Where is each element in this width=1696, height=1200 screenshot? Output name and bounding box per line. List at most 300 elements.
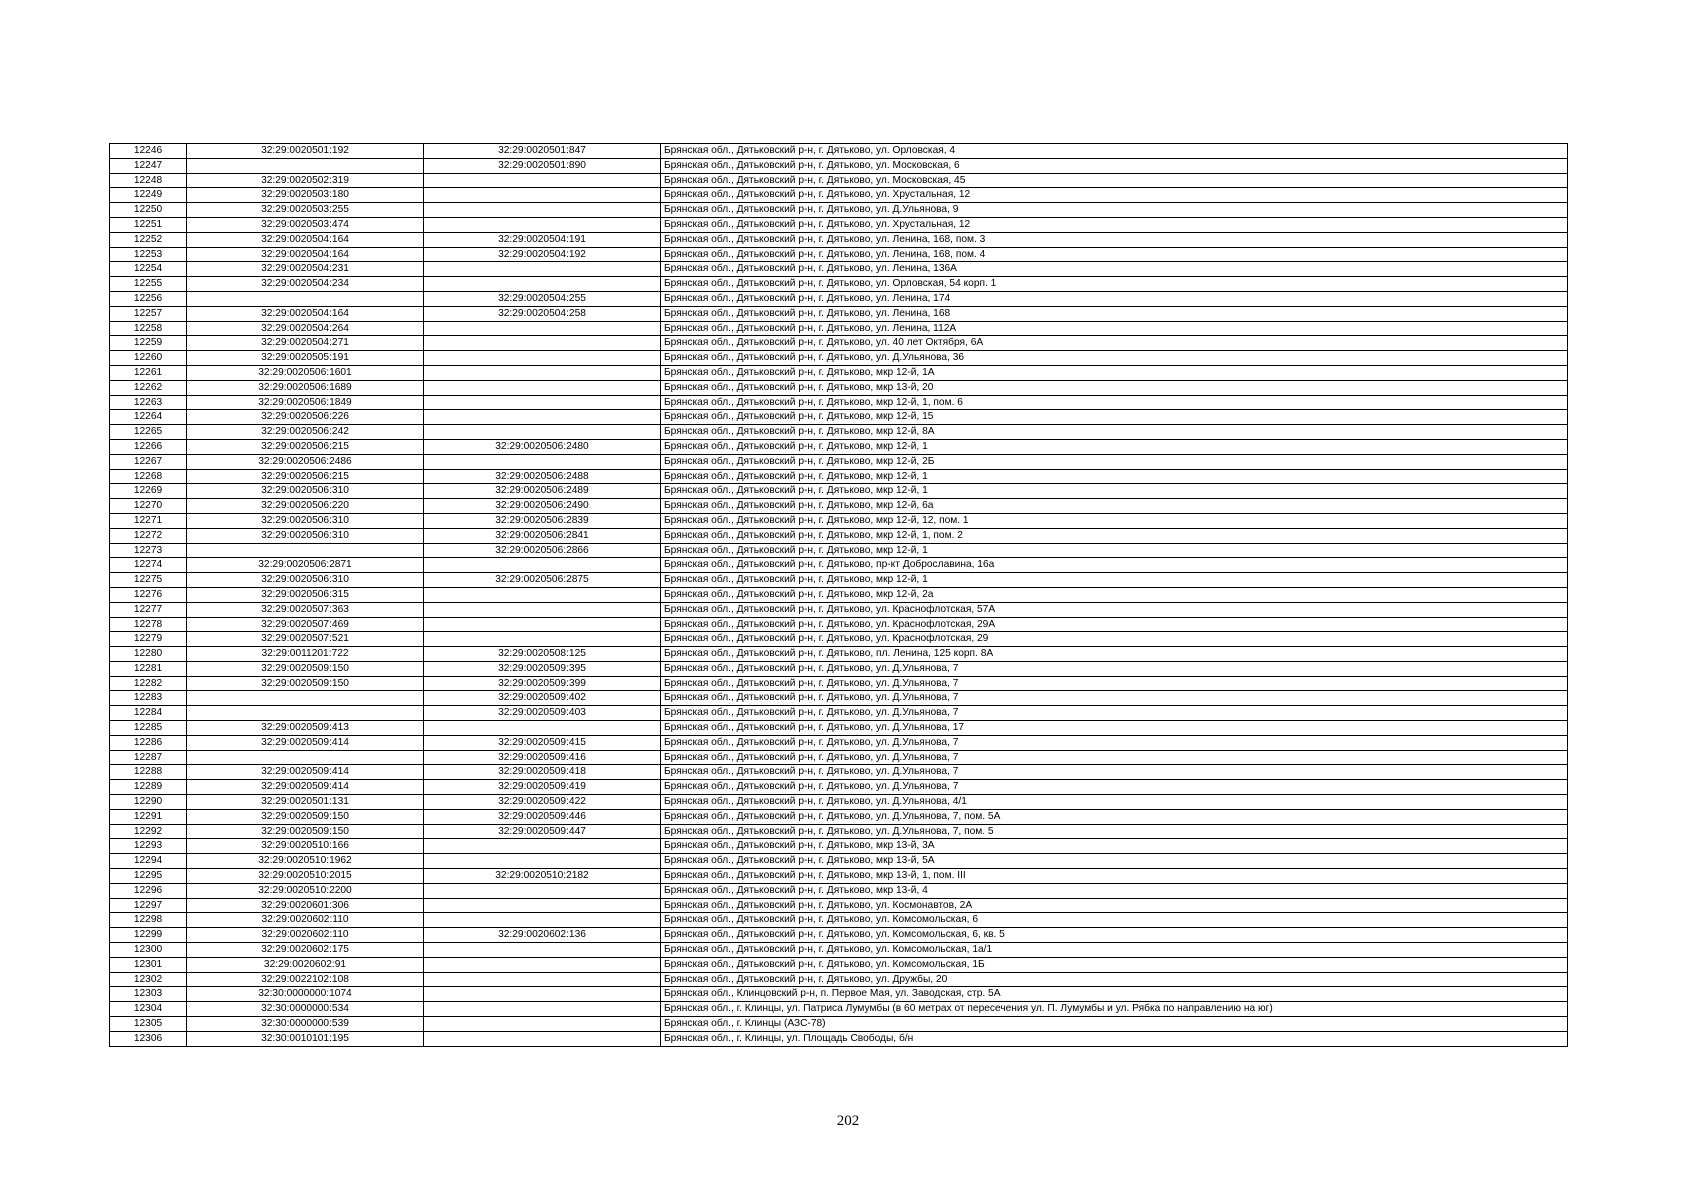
address-cell: Брянская обл., Дятьковский р-н, г. Дятьково, мкр 12-й, 2а bbox=[661, 587, 1568, 602]
table-row bbox=[110, 365, 1568, 380]
table-row bbox=[110, 277, 1568, 292]
row-number-cell: 12306 bbox=[110, 1031, 187, 1046]
address-cell: Брянская обл., Дятьковский р-н, г. Дятьково, ул. Орловская, 4 bbox=[661, 144, 1568, 159]
cadastral-number-cell: 32:29:0020501:192 bbox=[187, 144, 424, 159]
object-number-cell: 32:29:0020509:418 bbox=[424, 765, 661, 780]
row-number-cell: 12288 bbox=[110, 765, 187, 780]
row-number-cell: 12279 bbox=[110, 632, 187, 647]
table-row bbox=[110, 454, 1568, 469]
object-number-cell bbox=[424, 602, 661, 617]
row-number-cell: 12260 bbox=[110, 351, 187, 366]
address-cell: Брянская обл., Дятьковский р-н, г. Дятьково, ул. Дружбы, 20 bbox=[661, 972, 1568, 987]
cadastral-number-cell bbox=[187, 691, 424, 706]
cadastral-number-cell: 32:29:0022102:108 bbox=[187, 972, 424, 987]
table-row bbox=[110, 499, 1568, 514]
row-number-cell: 12278 bbox=[110, 617, 187, 632]
object-number-cell: 32:29:0020504:192 bbox=[424, 247, 661, 262]
table-row bbox=[110, 809, 1568, 824]
object-number-cell bbox=[424, 425, 661, 440]
table-row bbox=[110, 691, 1568, 706]
object-number-cell bbox=[424, 173, 661, 188]
address-cell: Брянская обл., Дятьковский р-н, г. Дятьково, ул. Д.Ульянова, 7 bbox=[661, 765, 1568, 780]
cadastral-number-cell: 32:29:0020506:215 bbox=[187, 469, 424, 484]
object-number-cell: 32:29:0020506:2490 bbox=[424, 499, 661, 514]
address-cell: Брянская обл., Дятьковский р-н, г. Дятьково, ул. Д.Ульянова, 7 bbox=[661, 750, 1568, 765]
cadastral-number-cell: 32:30:0000000:539 bbox=[187, 1017, 424, 1032]
cadastral-number-cell: 32:29:0020509:150 bbox=[187, 661, 424, 676]
address-cell: Брянская обл., Дятьковский р-н, г. Дятьково, мкр 12-й, 6а bbox=[661, 499, 1568, 514]
address-cell: Брянская обл., Дятьковский р-н, г. Дятьково, ул. Хрустальная, 12 bbox=[661, 188, 1568, 203]
address-cell: Брянская обл., Дятьковский р-н, г. Дятьково, мкр 13-й, 1, пом. III bbox=[661, 869, 1568, 884]
cadastral-number-cell: 32:29:0020510:1962 bbox=[187, 854, 424, 869]
table-row bbox=[110, 543, 1568, 558]
object-number-cell: 32:29:0020504:258 bbox=[424, 306, 661, 321]
row-number-cell: 12272 bbox=[110, 528, 187, 543]
address-cell: Брянская обл., Дятьковский р-н, г. Дятьково, ул. Краснофлотская, 57А bbox=[661, 602, 1568, 617]
address-cell: Брянская обл., Дятьковский р-н, г. Дятьково, ул. 40 лет Октября, 6А bbox=[661, 336, 1568, 351]
table-row bbox=[110, 943, 1568, 958]
row-number-cell: 12294 bbox=[110, 854, 187, 869]
object-number-cell bbox=[424, 217, 661, 232]
row-number-cell: 12265 bbox=[110, 425, 187, 440]
cadastral-number-cell: 32:29:0020502:319 bbox=[187, 173, 424, 188]
row-number-cell: 12299 bbox=[110, 928, 187, 943]
row-number-cell: 12302 bbox=[110, 972, 187, 987]
address-cell: Брянская обл., Дятьковский р-н, г. Дятьково, мкр 12-й, 1 bbox=[661, 543, 1568, 558]
row-number-cell: 12277 bbox=[110, 602, 187, 617]
cadastral-number-cell: 32:29:0020509:150 bbox=[187, 824, 424, 839]
cadastral-number-cell: 32:29:0020506:1689 bbox=[187, 380, 424, 395]
address-cell: Брянская обл., Дятьковский р-н, г. Дятьково, мкр 12-й, 1, пом. 6 bbox=[661, 395, 1568, 410]
row-number-cell: 12298 bbox=[110, 913, 187, 928]
table-row bbox=[110, 898, 1568, 913]
table-row bbox=[110, 676, 1568, 691]
address-cell: Брянская обл., Дятьковский р-н, г. Дятьково, мкр 12-й, 1 bbox=[661, 439, 1568, 454]
row-number-cell: 12262 bbox=[110, 380, 187, 395]
cadastral-number-cell: 32:29:0020510:2200 bbox=[187, 883, 424, 898]
table-row bbox=[110, 528, 1568, 543]
row-number-cell: 12295 bbox=[110, 869, 187, 884]
address-cell: Брянская обл., Дятьковский р-н, г. Дятьково, мкр 12-й, 1, пом. 2 bbox=[661, 528, 1568, 543]
cadastral-number-cell: 32:29:0020509:413 bbox=[187, 721, 424, 736]
row-number-cell: 12280 bbox=[110, 647, 187, 662]
table-row bbox=[110, 1002, 1568, 1017]
object-number-cell: 32:29:0020506:2839 bbox=[424, 513, 661, 528]
table-row bbox=[110, 351, 1568, 366]
object-number-cell bbox=[424, 972, 661, 987]
table-row bbox=[110, 750, 1568, 765]
object-number-cell bbox=[424, 632, 661, 647]
cadastral-number-cell: 32:29:0020506:2486 bbox=[187, 454, 424, 469]
address-cell: Брянская обл., Дятьковский р-н, г. Дятьково, мкр 12-й, 1А bbox=[661, 365, 1568, 380]
object-number-cell bbox=[424, 1002, 661, 1017]
row-number-cell: 12304 bbox=[110, 1002, 187, 1017]
cadastral-number-cell: 32:29:0020503:255 bbox=[187, 203, 424, 218]
row-number-cell: 12266 bbox=[110, 439, 187, 454]
cadastral-number-cell bbox=[187, 706, 424, 721]
table-row bbox=[110, 1017, 1568, 1032]
address-cell: Брянская обл., Дятьковский р-н, г. Дятьково, ул. Ленина, 168, пом. 3 bbox=[661, 232, 1568, 247]
cadastral-number-cell: 32:29:0020505:191 bbox=[187, 351, 424, 366]
object-number-cell bbox=[424, 351, 661, 366]
address-cell: Брянская обл., Дятьковский р-н, г. Дятьково, ул. Космонавтов, 2А bbox=[661, 898, 1568, 913]
row-number-cell: 12253 bbox=[110, 247, 187, 262]
row-number-cell: 12274 bbox=[110, 558, 187, 573]
row-number-cell: 12259 bbox=[110, 336, 187, 351]
cadastral-number-cell: 32:29:0020509:414 bbox=[187, 780, 424, 795]
row-number-cell: 12251 bbox=[110, 217, 187, 232]
cadastral-number-cell: 32:29:0020504:164 bbox=[187, 232, 424, 247]
object-number-cell: 32:29:0020510:2182 bbox=[424, 869, 661, 884]
row-number-cell: 12276 bbox=[110, 587, 187, 602]
object-number-cell bbox=[424, 277, 661, 292]
address-cell: Брянская обл., Дятьковский р-н, г. Дятьково, мкр 12-й, 2Б bbox=[661, 454, 1568, 469]
row-number-cell: 12250 bbox=[110, 203, 187, 218]
cadastral-number-cell: 32:29:0020507:363 bbox=[187, 602, 424, 617]
object-number-cell bbox=[424, 854, 661, 869]
cadastral-number-cell: 32:29:0020507:469 bbox=[187, 617, 424, 632]
cadastral-number-cell: 32:29:0020602:175 bbox=[187, 943, 424, 958]
table-row bbox=[110, 883, 1568, 898]
cadastral-number-cell: 32:29:0020504:231 bbox=[187, 262, 424, 277]
address-cell: Брянская обл., Дятьковский р-н, г. Дятьково, ул. Комсомольская, 1Б bbox=[661, 957, 1568, 972]
address-cell: Брянская обл., Дятьковский р-н, г. Дятьково, ул. Ленина, 174 bbox=[661, 291, 1568, 306]
table-row bbox=[110, 291, 1568, 306]
object-number-cell bbox=[424, 617, 661, 632]
row-number-cell: 12275 bbox=[110, 573, 187, 588]
address-cell: Брянская обл., Клинцовский р-н, п. Первое Мая, ул. Заводская, стр. 5А bbox=[661, 987, 1568, 1002]
row-number-cell: 12258 bbox=[110, 321, 187, 336]
table-row bbox=[110, 558, 1568, 573]
table-row bbox=[110, 410, 1568, 425]
cadastral-number-cell bbox=[187, 291, 424, 306]
row-number-cell: 12305 bbox=[110, 1017, 187, 1032]
object-number-cell bbox=[424, 454, 661, 469]
row-number-cell: 12271 bbox=[110, 513, 187, 528]
table-row bbox=[110, 380, 1568, 395]
address-cell: Брянская обл., Дятьковский р-н, г. Дятьково, ул. Ленина, 168, пом. 4 bbox=[661, 247, 1568, 262]
address-cell: Брянская обл., Дятьковский р-н, г. Дятьково, мкр 13-й, 4 bbox=[661, 883, 1568, 898]
cadastral-number-cell: 32:29:0020503:180 bbox=[187, 188, 424, 203]
object-number-cell bbox=[424, 558, 661, 573]
table-row bbox=[110, 795, 1568, 810]
cadastral-number-cell: 32:29:0020506:310 bbox=[187, 528, 424, 543]
row-number-cell: 12301 bbox=[110, 957, 187, 972]
address-cell: Брянская обл., Дятьковский р-н, г. Дятьково, ул. Краснофлотская, 29А bbox=[661, 617, 1568, 632]
address-cell: Брянская обл., Дятьковский р-н, г. Дятьково, ул. Орловская, 54 корп. 1 bbox=[661, 277, 1568, 292]
address-cell: Брянская обл., Дятьковский р-н, г. Дятьково, ул. Д.Ульянова, 7 bbox=[661, 735, 1568, 750]
table-row bbox=[110, 173, 1568, 188]
table-row bbox=[110, 513, 1568, 528]
cadastral-number-cell: 32:29:0020601:306 bbox=[187, 898, 424, 913]
object-number-cell: 32:29:0020509:422 bbox=[424, 795, 661, 810]
row-number-cell: 12286 bbox=[110, 735, 187, 750]
page-number: 202 bbox=[836, 1113, 860, 1129]
cadastral-number-cell: 32:29:0020506:226 bbox=[187, 410, 424, 425]
address-cell: Брянская обл., Дятьковский р-н, г. Дятьково, ул. Д.Ульянова, 7 bbox=[661, 676, 1568, 691]
row-number-cell: 12292 bbox=[110, 824, 187, 839]
address-cell: Брянская обл., Дятьковский р-н, г. Дятьково, мкр 12-й, 12, пом. 1 bbox=[661, 513, 1568, 528]
address-cell: Брянская обл., Дятьковский р-н, г. Дятьково, ул. Д.Ульянова, 36 bbox=[661, 351, 1568, 366]
address-cell: Брянская обл., Дятьковский р-н, г. Дятьково, мкр 12-й, 1 bbox=[661, 484, 1568, 499]
cadastral-number-cell: 32:29:0020504:164 bbox=[187, 306, 424, 321]
address-cell: Брянская обл., Дятьковский р-н, г. Дятьково, мкр 12-й, 8А bbox=[661, 425, 1568, 440]
cadastral-number-cell: 32:29:0020506:215 bbox=[187, 439, 424, 454]
table-row bbox=[110, 306, 1568, 321]
address-cell: Брянская обл., Дятьковский р-н, г. Дятьково, мкр 13-й, 3А bbox=[661, 839, 1568, 854]
address-cell: Брянская обл., Дятьковский р-н, г. Дятьково, ул. Ленина, 136А bbox=[661, 262, 1568, 277]
registry-table-body bbox=[110, 144, 1568, 1047]
cadastral-number-cell bbox=[187, 158, 424, 173]
cadastral-number-cell: 32:29:0020506:310 bbox=[187, 484, 424, 499]
table-row bbox=[110, 144, 1568, 159]
cadastral-number-cell: 32:29:0020602:110 bbox=[187, 913, 424, 928]
table-row bbox=[110, 573, 1568, 588]
row-number-cell: 12248 bbox=[110, 173, 187, 188]
object-number-cell bbox=[424, 410, 661, 425]
row-number-cell: 12247 bbox=[110, 158, 187, 173]
table-row bbox=[110, 617, 1568, 632]
row-number-cell: 12287 bbox=[110, 750, 187, 765]
table-row bbox=[110, 158, 1568, 173]
object-number-cell bbox=[424, 913, 661, 928]
row-number-cell: 12267 bbox=[110, 454, 187, 469]
row-number-cell: 12283 bbox=[110, 691, 187, 706]
table-row bbox=[110, 395, 1568, 410]
cadastral-number-cell: 32:29:0020506:220 bbox=[187, 499, 424, 514]
cadastral-number-cell: 32:29:0020506:310 bbox=[187, 513, 424, 528]
row-number-cell: 12264 bbox=[110, 410, 187, 425]
object-number-cell: 32:29:0020509:395 bbox=[424, 661, 661, 676]
cadastral-number-cell: 32:29:0020506:2871 bbox=[187, 558, 424, 573]
table-row bbox=[110, 957, 1568, 972]
address-cell: Брянская обл., Дятьковский р-н, г. Дятьково, ул. Московская, 45 bbox=[661, 173, 1568, 188]
row-number-cell: 12284 bbox=[110, 706, 187, 721]
address-cell: Брянская обл., Дятьковский р-н, г. Дятьково, ул. Д.Ульянова, 4/1 bbox=[661, 795, 1568, 810]
object-number-cell bbox=[424, 380, 661, 395]
table-row bbox=[110, 469, 1568, 484]
row-number-cell: 12255 bbox=[110, 277, 187, 292]
table-row bbox=[110, 928, 1568, 943]
row-number-cell: 12257 bbox=[110, 306, 187, 321]
object-number-cell: 32:29:0020509:446 bbox=[424, 809, 661, 824]
object-number-cell bbox=[424, 336, 661, 351]
address-cell: Брянская обл., Дятьковский р-н, г. Дятьково, ул. Д.Ульянова, 7 bbox=[661, 780, 1568, 795]
table-row bbox=[110, 972, 1568, 987]
table-row bbox=[110, 439, 1568, 454]
table-row bbox=[110, 217, 1568, 232]
table-row bbox=[110, 247, 1568, 262]
row-number-cell: 12300 bbox=[110, 943, 187, 958]
row-number-cell: 12281 bbox=[110, 661, 187, 676]
row-number-cell: 12270 bbox=[110, 499, 187, 514]
address-cell: Брянская обл., Дятьковский р-н, г. Дятьково, ул. Комсомольская, 6, кв. 5 bbox=[661, 928, 1568, 943]
cadastral-number-cell: 32:29:0020503:474 bbox=[187, 217, 424, 232]
table-row bbox=[110, 839, 1568, 854]
cadastral-number-cell: 32:29:0020602:110 bbox=[187, 928, 424, 943]
row-number-cell: 12303 bbox=[110, 987, 187, 1002]
row-number-cell: 12252 bbox=[110, 232, 187, 247]
table-row bbox=[110, 232, 1568, 247]
cadastral-number-cell: 32:29:0020509:414 bbox=[187, 735, 424, 750]
address-cell: Брянская обл., Дятьковский р-н, г. Дятьково, ул. Д.Ульянова, 7 bbox=[661, 661, 1568, 676]
address-cell: Брянская обл., Дятьковский р-н, г. Дятьково, ул. Хрустальная, 12 bbox=[661, 217, 1568, 232]
object-number-cell: 32:29:0020508:125 bbox=[424, 647, 661, 662]
table-row bbox=[110, 321, 1568, 336]
address-cell: Брянская обл., Дятьковский р-н, г. Дятьково, мкр 12-й, 15 bbox=[661, 410, 1568, 425]
table-row bbox=[110, 262, 1568, 277]
cadastral-number-cell: 32:29:0020506:242 bbox=[187, 425, 424, 440]
cadastral-number-cell: 32:29:0020509:414 bbox=[187, 765, 424, 780]
row-number-cell: 12269 bbox=[110, 484, 187, 499]
cadastral-number-cell: 32:29:0020602:91 bbox=[187, 957, 424, 972]
row-number-cell: 12297 bbox=[110, 898, 187, 913]
row-number-cell: 12254 bbox=[110, 262, 187, 277]
object-number-cell bbox=[424, 262, 661, 277]
object-number-cell: 32:29:0020504:191 bbox=[424, 232, 661, 247]
table-row bbox=[110, 632, 1568, 647]
object-number-cell: 32:29:0020509:419 bbox=[424, 780, 661, 795]
address-cell: Брянская обл., Дятьковский р-н, г. Дятьково, ул. Краснофлотская, 29 bbox=[661, 632, 1568, 647]
cadastral-number-cell: 32:29:0020504:264 bbox=[187, 321, 424, 336]
table-row bbox=[110, 869, 1568, 884]
table-row bbox=[110, 765, 1568, 780]
cadastral-number-cell: 32:29:0020506:315 bbox=[187, 587, 424, 602]
cadastral-number-cell bbox=[187, 543, 424, 558]
table-row bbox=[110, 824, 1568, 839]
object-number-cell: 32:29:0020602:136 bbox=[424, 928, 661, 943]
table-row bbox=[110, 721, 1568, 736]
table-row bbox=[110, 1031, 1568, 1046]
row-number-cell: 12261 bbox=[110, 365, 187, 380]
object-number-cell bbox=[424, 957, 661, 972]
address-cell: Брянская обл., г. Клинцы, ул. Патриса Лумумбы (в 60 метрах от пересечения ул. П. Лумумбы и ул. Рябка по направлению на юг) bbox=[661, 1002, 1568, 1017]
row-number-cell: 12246 bbox=[110, 144, 187, 159]
address-cell: Брянская обл., Дятьковский р-н, г. Дятьково, ул. Ленина, 168 bbox=[661, 306, 1568, 321]
address-cell: Брянская обл., Дятьковский р-н, г. Дятьково, ул. Комсомольская, 1а/1 bbox=[661, 943, 1568, 958]
table-row bbox=[110, 647, 1568, 662]
address-cell: Брянская обл., Дятьковский р-н, г. Дятьково, мкр 12-й, 1 bbox=[661, 469, 1568, 484]
object-number-cell: 32:29:0020501:890 bbox=[424, 158, 661, 173]
cadastral-number-cell: 32:29:0020510:2015 bbox=[187, 869, 424, 884]
object-number-cell: 32:29:0020509:402 bbox=[424, 691, 661, 706]
table-row bbox=[110, 602, 1568, 617]
cadastral-number-cell: 32:29:0020504:234 bbox=[187, 277, 424, 292]
object-number-cell bbox=[424, 1017, 661, 1032]
address-cell: Брянская обл., Дятьковский р-н, г. Дятьково, ул. Д.Ульянова, 7, пом. 5 bbox=[661, 824, 1568, 839]
row-number-cell: 12263 bbox=[110, 395, 187, 410]
table-row bbox=[110, 780, 1568, 795]
address-cell: Брянская обл., Дятьковский р-н, г. Дятьково, ул. Д.Ульянова, 9 bbox=[661, 203, 1568, 218]
cadastral-number-cell: 32:29:0020506:1849 bbox=[187, 395, 424, 410]
cadastral-number-cell bbox=[187, 750, 424, 765]
row-number-cell: 12268 bbox=[110, 469, 187, 484]
object-number-cell: 32:29:0020509:415 bbox=[424, 735, 661, 750]
object-number-cell: 32:29:0020509:416 bbox=[424, 750, 661, 765]
registry-table bbox=[109, 143, 1568, 1047]
cadastral-number-cell: 32:30:0010101:195 bbox=[187, 1031, 424, 1046]
object-number-cell: 32:29:0020501:847 bbox=[424, 144, 661, 159]
cadastral-number-cell: 32:29:0020509:150 bbox=[187, 676, 424, 691]
table-row bbox=[110, 987, 1568, 1002]
object-number-cell bbox=[424, 943, 661, 958]
object-number-cell: 32:29:0020506:2480 bbox=[424, 439, 661, 454]
cadastral-number-cell: 32:29:0020501:131 bbox=[187, 795, 424, 810]
row-number-cell: 12290 bbox=[110, 795, 187, 810]
object-number-cell bbox=[424, 898, 661, 913]
address-cell: Брянская обл., Дятьковский р-н, г. Дятьково, ул. Комсомольская, 6 bbox=[661, 913, 1568, 928]
cadastral-number-cell: 32:29:0020504:271 bbox=[187, 336, 424, 351]
cadastral-number-cell: 32:29:0020509:150 bbox=[187, 809, 424, 824]
object-number-cell: 32:29:0020509:399 bbox=[424, 676, 661, 691]
object-number-cell bbox=[424, 883, 661, 898]
row-number-cell: 12293 bbox=[110, 839, 187, 854]
cadastral-number-cell: 32:29:0011201:722 bbox=[187, 647, 424, 662]
cadastral-number-cell: 32:29:0020507:521 bbox=[187, 632, 424, 647]
address-cell: Брянская обл., Дятьковский р-н, г. Дятьково, ул. Д.Ульянова, 7, пом. 5А bbox=[661, 809, 1568, 824]
row-number-cell: 12285 bbox=[110, 721, 187, 736]
address-cell: Брянская обл., Дятьковский р-н, г. Дятьково, пр-кт Доброславина, 16а bbox=[661, 558, 1568, 573]
address-cell: Брянская обл., Дятьковский р-н, г. Дятьково, ул. Д.Ульянова, 17 bbox=[661, 721, 1568, 736]
cadastral-number-cell: 32:29:0020506:1601 bbox=[187, 365, 424, 380]
cadastral-number-cell: 32:29:0020504:164 bbox=[187, 247, 424, 262]
object-number-cell bbox=[424, 987, 661, 1002]
object-number-cell: 32:29:0020509:447 bbox=[424, 824, 661, 839]
address-cell: Брянская обл., Дятьковский р-н, г. Дятьково, пл. Ленина, 125 корп. 8А bbox=[661, 647, 1568, 662]
address-cell: Брянская обл., Дятьковский р-н, г. Дятьково, мкр 12-й, 1 bbox=[661, 573, 1568, 588]
table-row bbox=[110, 913, 1568, 928]
row-number-cell: 12296 bbox=[110, 883, 187, 898]
address-cell: Брянская обл., Дятьковский р-н, г. Дятьково, ул. Московская, 6 bbox=[661, 158, 1568, 173]
table-row bbox=[110, 336, 1568, 351]
row-number-cell: 12291 bbox=[110, 809, 187, 824]
table-row bbox=[110, 661, 1568, 676]
object-number-cell: 32:29:0020506:2875 bbox=[424, 573, 661, 588]
address-cell: Брянская обл., Дятьковский р-н, г. Дятьково, мкр 13-й, 5А bbox=[661, 854, 1568, 869]
object-number-cell bbox=[424, 203, 661, 218]
object-number-cell: 32:29:0020506:2841 bbox=[424, 528, 661, 543]
object-number-cell bbox=[424, 188, 661, 203]
table-row bbox=[110, 735, 1568, 750]
object-number-cell bbox=[424, 721, 661, 736]
table-row bbox=[110, 203, 1568, 218]
object-number-cell bbox=[424, 321, 661, 336]
cadastral-number-cell: 32:30:0000000:1074 bbox=[187, 987, 424, 1002]
table-row bbox=[110, 587, 1568, 602]
table-row bbox=[110, 854, 1568, 869]
object-number-cell bbox=[424, 395, 661, 410]
row-number-cell: 12273 bbox=[110, 543, 187, 558]
address-cell: Брянская обл., Дятьковский р-н, г. Дятьково, мкр 13-й, 20 bbox=[661, 380, 1568, 395]
row-number-cell: 12256 bbox=[110, 291, 187, 306]
address-cell: Брянская обл., Дятьковский р-н, г. Дятьково, ул. Ленина, 112А bbox=[661, 321, 1568, 336]
address-cell: Брянская обл., Дятьковский р-н, г. Дятьково, ул. Д.Ульянова, 7 bbox=[661, 691, 1568, 706]
object-number-cell: 32:29:0020509:403 bbox=[424, 706, 661, 721]
cadastral-number-cell: 32:29:0020506:310 bbox=[187, 573, 424, 588]
table-row bbox=[110, 425, 1568, 440]
object-number-cell bbox=[424, 839, 661, 854]
row-number-cell: 12289 bbox=[110, 780, 187, 795]
object-number-cell: 32:29:0020504:255 bbox=[424, 291, 661, 306]
object-number-cell: 32:29:0020506:2866 bbox=[424, 543, 661, 558]
address-cell: Брянская обл., г. Клинцы, ул. Площадь Свободы, б/н bbox=[661, 1031, 1568, 1046]
object-number-cell: 32:29:0020506:2488 bbox=[424, 469, 661, 484]
table-row bbox=[110, 706, 1568, 721]
row-number-cell: 12249 bbox=[110, 188, 187, 203]
address-cell: Брянская обл., г. Клинцы (АЗС-78) bbox=[661, 1017, 1568, 1032]
object-number-cell: 32:29:0020506:2489 bbox=[424, 484, 661, 499]
table-row bbox=[110, 484, 1568, 499]
